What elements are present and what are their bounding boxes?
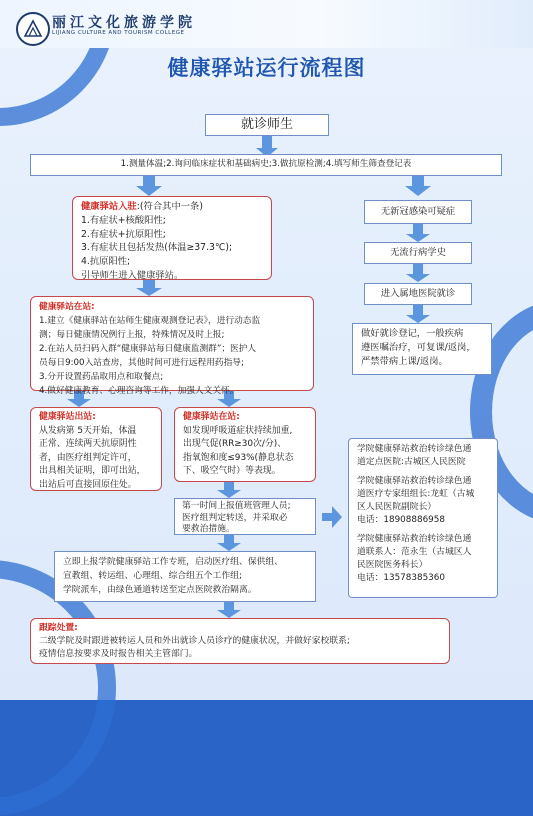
admission-line: 3.有症状且包括发热(体温≥37.3℃); — [81, 242, 233, 254]
tracking-line: 二级学院及时跟进被转运人员和外出就诊人员诊疗的健康状况，并做好家校联系; — [39, 636, 350, 646]
follow-up-line: 严禁带病上课/返岗。 — [361, 355, 448, 367]
start-box — [205, 114, 329, 136]
no-epi-history-text: 无流行病学史 — [390, 247, 446, 259]
admission-line: 引导师生进入健康驿站。 — [81, 269, 184, 281]
contact-line: 学院健康驿站救治转诊绿色通 — [357, 534, 472, 544]
in-station-line: 2.在站人员扫码入群“健康驿站每日健康监测群”；医护人 — [39, 344, 257, 354]
school-name-cn: 丽江文化旅游学院 — [52, 15, 196, 31]
contact-phone: 电话：13578385360 — [357, 573, 445, 583]
transfer-heading: 健康驿站在站: — [183, 412, 240, 422]
dispatch-box — [54, 551, 316, 602]
exit-line: 从发病第 5天开始，体温 — [39, 425, 137, 436]
contact-phone: 电话：18908886958 — [357, 515, 445, 525]
page-title: 健康驿站运行流程图 — [167, 56, 366, 80]
screening-steps-box — [30, 154, 502, 176]
tracking-heading: 跟踪处置: — [39, 623, 78, 633]
report-line: 要救治措施。 — [182, 524, 235, 534]
in-station-box — [30, 296, 314, 396]
in-station-line: 1.建立《健康驿站在站师生健康观测登记表》，进行动态监 — [39, 316, 261, 326]
transfer-line: 指氧饱和度≤93%(静息状态 — [183, 452, 294, 463]
in-station-heading: 健康驿站在站: — [39, 302, 95, 312]
exit-line: 正常、连续两天抗原阴性 — [39, 439, 137, 450]
exit-line: 者，由医疗组判定许可， — [39, 452, 137, 463]
dispatch-line: 立即上报学院健康驿站工作专班，启动医疗组、保供组、 — [63, 557, 283, 567]
report-box — [174, 498, 316, 535]
in-station-line: 测；每日健康情况例行上报，特殊情况及时上报; — [39, 330, 225, 340]
transfer-line: 下、吸空气时）等表现。 — [183, 466, 281, 477]
contact-line: 道定点医院:古城区人民医院 — [357, 457, 466, 467]
dispatch-line: 宣教组、转运组、心理组、综合组五个工作组; — [63, 571, 242, 581]
contact-line: 民医院医务科长） — [357, 560, 428, 570]
admission-line: 1.有症状+核酸阳性; — [81, 214, 166, 226]
tracking-line: 疫情信息按要求及时报告相关主管部门。 — [39, 649, 198, 659]
admission-box — [72, 196, 272, 280]
transfer-line: 出现气促(RR≥30次/分)、 — [183, 439, 287, 450]
no-epi-history-box — [364, 242, 472, 264]
report-line: 第一时间上报值班管理人员; — [182, 501, 291, 511]
dispatch-line: 学院派车，由绿色通道转送至定点医院救治隔离。 — [63, 585, 257, 595]
school-name-en: LIJIANG CULTURE AND TOURISM COLLEGE — [52, 30, 185, 36]
contact-line: 学院健康驿站救治转诊绿色通 — [357, 444, 472, 454]
exit-box — [30, 407, 162, 491]
start-label: 就诊师生 — [240, 117, 293, 133]
local-hospital-box — [364, 283, 472, 305]
no-suspect-symptom-text: 无新冠感染可疑症 — [380, 206, 456, 218]
in-station-line: 员每日9:00入站查房，其他时间可进行远程用药指导; — [39, 358, 244, 368]
contact-line: 学院健康驿站救治转诊绿色通 — [357, 476, 472, 486]
admission-heading-suffix: :(符合其中一条) — [136, 201, 203, 212]
screening-steps-text: 1.测量体温;2.询问临床症状和基础病史;3.做抗原检测;4.填写师生筛查登记表 — [120, 159, 412, 170]
follow-up-line: 遵医嘱治疗，可复课/返岗， — [361, 341, 476, 353]
in-station-line: 3.分开设置药品取用点和取餐点; — [39, 372, 164, 382]
contact-line: 区人民医院副院长） — [357, 502, 437, 512]
report-line: 医疗组判定转送，并采取必 — [182, 512, 288, 523]
exit-heading: 健康驿站出站: — [39, 412, 96, 422]
local-hospital-text: 进入属地医院就诊 — [380, 288, 456, 300]
exit-line: 出站后可直接回原住处。 — [39, 479, 137, 490]
tracking-box — [30, 618, 450, 664]
admission-line: 4.抗原阳性; — [81, 256, 131, 268]
in-station-line: 4.做好健康教育、心理咨询等工作，加强人文关怀。 — [39, 386, 239, 396]
no-suspect-symptom-box — [364, 200, 472, 224]
contact-line: 道医疗专家组组长:龙虹（古城 — [357, 489, 475, 499]
transfer-line: 如发现呼吸道症状持续加重, — [183, 425, 293, 436]
follow-up-line: 做好就诊登记，一般疾病 — [361, 328, 464, 339]
follow-up-box — [352, 323, 492, 375]
exit-line: 出具相关证明，即可出站， — [39, 466, 146, 477]
transfer-box — [174, 407, 316, 482]
admission-line: 2.有症状+抗原阳性; — [81, 228, 166, 240]
contact-line: 道联系人：范永生（古城区人 — [357, 547, 472, 557]
contacts-box — [348, 438, 498, 598]
admission-heading: 健康驿站入驻 — [81, 201, 137, 212]
